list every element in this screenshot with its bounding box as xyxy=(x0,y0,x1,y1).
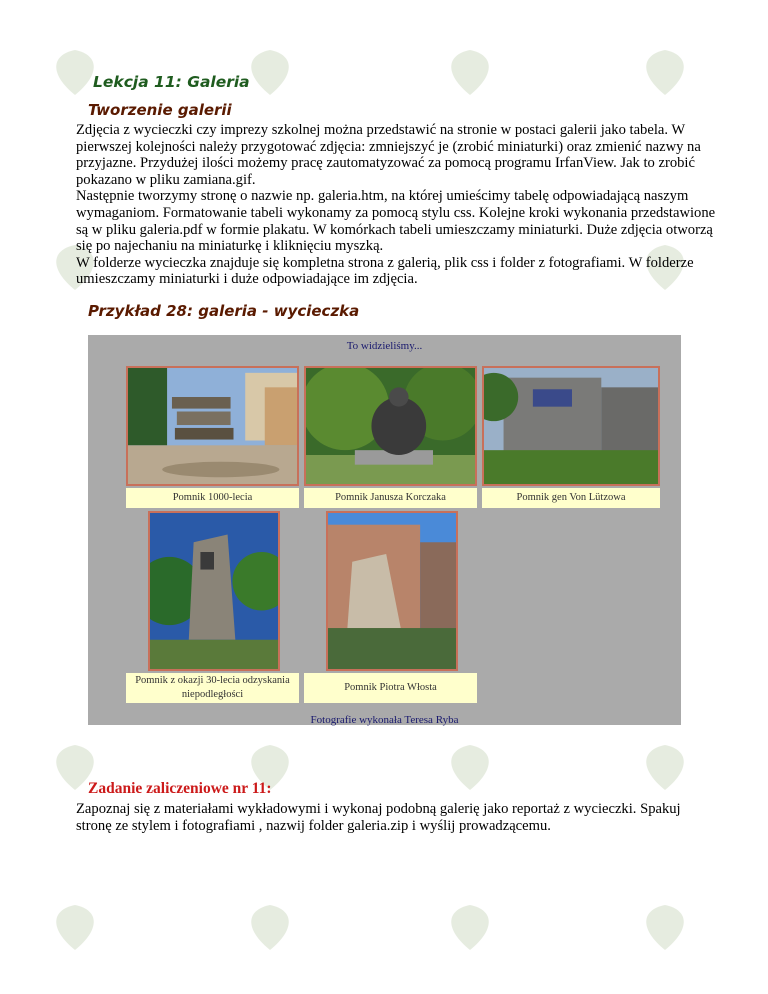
monument-photo-icon xyxy=(328,513,456,669)
leaf-watermark-icon xyxy=(630,45,700,100)
leaf-watermark-icon xyxy=(435,900,505,955)
paragraph: Następnie tworzymy stronę o nazwie np. galeria.htm, na której umieścimy tabelę odpowiadającą naszym wymaganiom. Formatowanie tabeli wykonamy za pomocą stylu css. Kolejne kroki wykonania przedstawione są w pliku galeria.pdf w formie plakatu. W komórkach tabeli umieszczamy miniaturki. Duże zdjęcia otworzą się po najechaniu na miniaturkę i kliknięciu myszką. xyxy=(76,188,716,255)
gallery-thumbnail-1[interactable] xyxy=(126,366,299,486)
lesson-title: Lekcja 11: Galeria xyxy=(93,73,250,91)
leaf-watermark-icon xyxy=(235,900,305,955)
leaf-watermark-icon xyxy=(435,45,505,100)
body-text xyxy=(76,122,716,288)
paragraph: W folderze wycieczka znajduje się kompletna strona z galerią, plik css i folder z fotografiami. W folderze umieszczamy miniaturki i duże odpowiadające im zdjęcia. xyxy=(76,254,694,288)
task-text xyxy=(76,801,716,834)
gallery-thumbnail-3[interactable] xyxy=(482,366,660,486)
gallery-caption: Pomnik gen Von Lützowa xyxy=(482,488,660,508)
gallery-title: To widzieliśmy... xyxy=(346,340,423,352)
leaf-watermark-icon xyxy=(435,740,505,795)
gallery-caption: Pomnik z okazji 30-lecia odzyskania niepodległości xyxy=(126,673,299,703)
paragraph: Zdjęcia z wycieczki czy imprezy szkolnej można przedstawić na stronie w postaci galerii jako tabela. W pierwszej kolejności należy przygotować zdjęcia: zmniejszyć je (zrobić miniaturki) oraz zmienić nazwy na przyjazne. Przydużej ilości możemy pracę zautomatyzować za pomocą programu IrfanView. Jak to zrobić pokazano w pliku zamiana.gif. xyxy=(76,122,701,188)
example-title: Przykład 28: galeria - wycieczka xyxy=(88,302,360,320)
monument-photo-icon xyxy=(128,368,297,484)
monument-photo-icon xyxy=(484,368,658,484)
gallery-caption: Pomnik Piotra Włosta xyxy=(304,673,477,703)
leaf-watermark-icon xyxy=(40,900,110,955)
section-title: Tworzenie galerii xyxy=(88,101,232,119)
task-title: Zadanie zaliczeniowe nr 11: xyxy=(88,780,272,797)
leaf-watermark-icon xyxy=(630,740,700,795)
monument-photo-icon xyxy=(306,368,475,484)
gallery-table xyxy=(88,335,681,725)
gallery-caption: Pomnik 1000-lecia xyxy=(126,488,299,508)
monument-photo-icon xyxy=(150,513,278,669)
gallery-thumbnail-4[interactable] xyxy=(148,511,280,671)
leaf-watermark-icon xyxy=(630,900,700,955)
gallery-thumbnail-5[interactable] xyxy=(326,511,458,671)
paragraph: Zapoznaj się z materiałami wykładowymi i wykonaj podobną galerię jako reportaż z wycieczki. Spakuj stronę ze stylem i fotografiami , nazwij folder galeria.zip i wyślij prowadzącemu. xyxy=(76,801,681,834)
gallery-caption: Pomnik Janusza Korczaka xyxy=(304,488,477,508)
gallery-footer: Fotografie wykonała Teresa Ryba xyxy=(310,714,459,726)
gallery-thumbnail-2[interactable] xyxy=(304,366,477,486)
